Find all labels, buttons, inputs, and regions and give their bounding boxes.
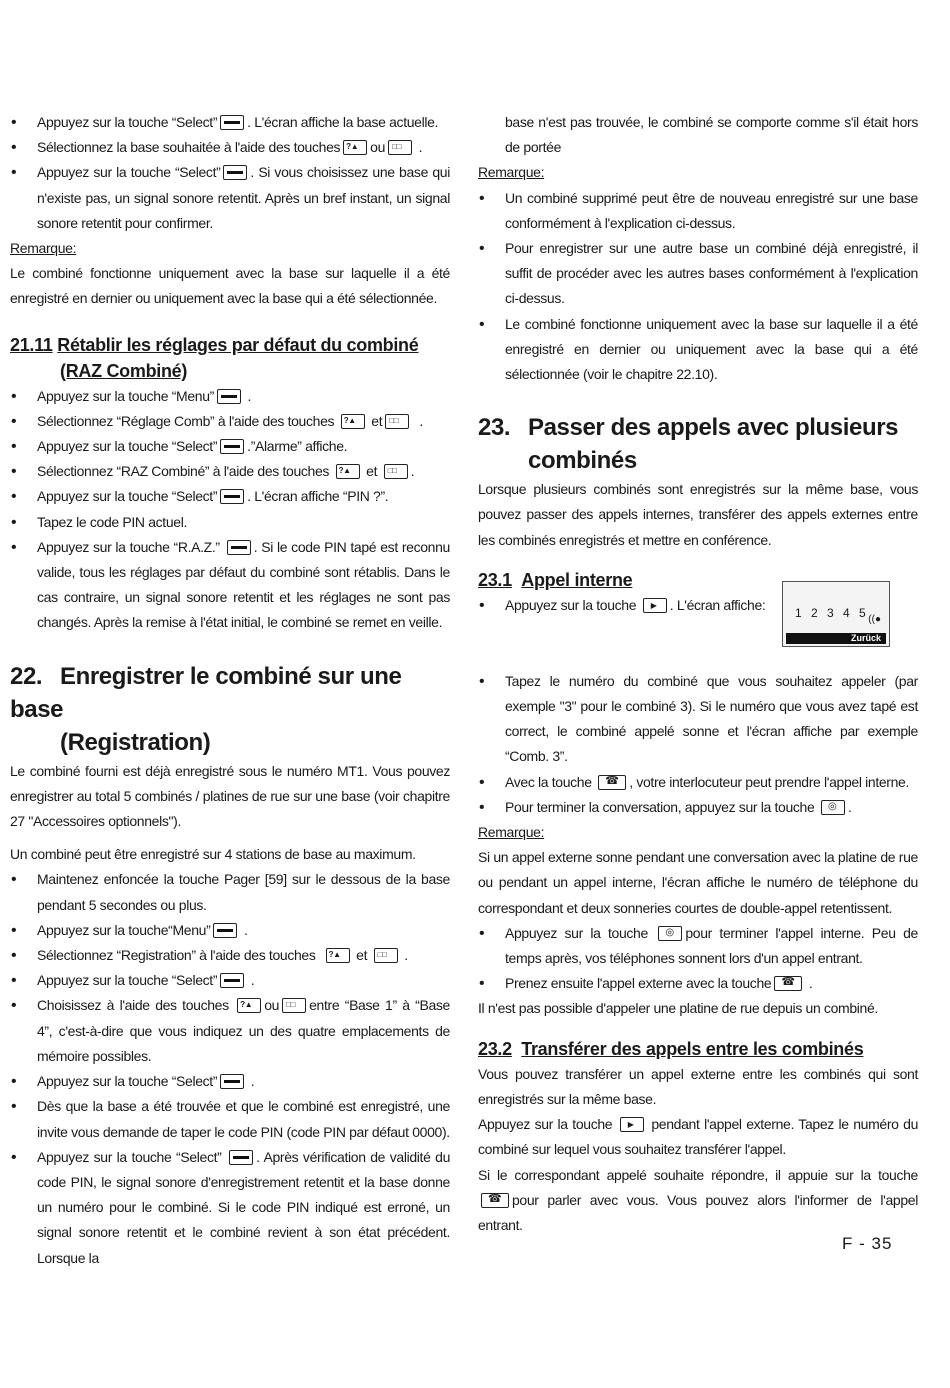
ringing-icon: ((● xyxy=(868,613,881,625)
list-item: • Appuyez sur la touche “Select” .”Alarme” affiche. xyxy=(10,434,450,459)
list-item: • Appuyez sur la touche “Menu” . xyxy=(10,384,450,409)
select-key-icon xyxy=(220,115,244,130)
intercom-key-icon xyxy=(620,1117,644,1132)
down-key-icon xyxy=(282,998,306,1013)
list-item: • Le combiné fonctionne uniquement avec la base sur laquelle il a été enregistré en dernier ou uniquement avec la base qui a été sélectionnée (voir le chapitre 22.10). xyxy=(478,312,918,388)
list-item: • Appuyez sur la touche “Select” . L'écran affiche “PIN ?”. xyxy=(10,484,450,509)
continued-text: base n'est pas trouvée, le combiné se comporte comme s'il était hors de portée xyxy=(505,114,918,156)
down-key-icon xyxy=(374,948,398,963)
list-item: • Sélectionnez “RAZ Combiné” à l'aide des touches ?▲ et □□ . xyxy=(10,459,450,484)
list-item: • Sélectionnez la base souhaitée à l'aide des touches?▲ ou□□ . xyxy=(10,135,450,160)
list-item: • Tapez le code PIN actuel. xyxy=(10,510,450,535)
list-item: • Appuyez sur la touche ▶ . L'écran affiche: xyxy=(478,593,918,618)
list-item: • Un combiné supprimé peut être de nouveau enregistré sur une base conformément à l'explication ci-dessus. xyxy=(478,186,918,236)
phonebook-up-key-icon xyxy=(237,998,261,1013)
screen-block xyxy=(478,593,918,669)
remark-text: Le combiné fonctionne uniquement avec la base sur laquelle il a été enregistré en dernier ou uniquement avec la base qui a été sélectionnée. xyxy=(10,265,450,307)
select-key-icon xyxy=(220,439,244,454)
phonebook-up-key-icon xyxy=(326,948,350,963)
list-item: • Appuyez sur la touche “Select” . xyxy=(10,968,450,993)
paragraph: Si le correspondant appelé souhaite répondre, il appuie sur la touche ☎pour parler avec vous. Vous pouvez alors l'informer de l'appel entrant. xyxy=(478,1163,918,1239)
section-heading-23: 23. Passer des appels avec plusieurs combinés xyxy=(478,414,899,475)
phonebook-up-key-icon xyxy=(336,464,360,479)
select-key-icon xyxy=(220,1074,244,1089)
list-item: • Appuyez sur la touche “Select” . L'écran affiche la base actuelle. xyxy=(10,110,450,135)
select-key-icon xyxy=(223,165,247,180)
remark-label: Remarque: xyxy=(478,824,545,841)
page-number: F - 35 xyxy=(842,1234,893,1253)
list-item: • Appuyez sur la touche “R.A.Z.” . Si le code PIN tapé est reconnu valide, tous les réglages par défaut du combiné sont rétablis. Dans le cas contraire, un signal sonore retentit et les réglages ne sont pas changés. Après la remise à l'état initial, le combiné se remet en veille. xyxy=(10,535,450,636)
paragraph: Un combiné peut être enregistré sur 4 stations de base au maximum. xyxy=(10,846,416,863)
list-item: • Sélectionnez “Registration” à l'aide des touches ?▲ et □□ . xyxy=(10,943,450,968)
raz-key-icon xyxy=(227,540,251,555)
talk-key-icon xyxy=(598,775,626,790)
down-key-icon xyxy=(388,140,412,155)
paragraph: Appuyez sur la touche ▶ pendant l'appel externe. Tapez le numéro du combiné sur lequel vous souhaitez transférer l'appel. xyxy=(478,1112,918,1162)
phonebook-up-key-icon xyxy=(343,140,367,155)
remark-text: Si un appel externe sonne pendant une conversation avec la platine de rue ou pendant un appel interne, l'écran affiche le numéro de téléphone du correspondant et deux sonneries courtes de double-appel retentissent. xyxy=(478,849,918,916)
menu-key-icon xyxy=(213,923,237,938)
display-digits: 1 2 3 4 5 xyxy=(795,605,869,620)
menu-key-icon xyxy=(217,389,241,404)
down-key-icon xyxy=(385,414,409,429)
select-key-icon xyxy=(229,1150,253,1165)
list-item: • Maintenez enfoncée la touche Pager [59] sur le dessous de la base pendant 5 secondes ou plus. xyxy=(10,867,450,917)
right-column xyxy=(478,110,918,1238)
section-heading-22: 22. Enregistrer le combiné sur une base (Registration) xyxy=(10,662,402,756)
list-item: • Appuyez sur la touche ◎ pour terminer l'appel interne. Peu de temps après, vos téléphones sonnent lors d'un appel entrant. xyxy=(478,921,918,971)
talk-key-icon xyxy=(774,976,802,991)
paragraph: Il n'est pas possible d'appeler une platine de rue depuis un combiné. xyxy=(478,1000,878,1017)
list-item: • Avec la touche ☎ , votre interlocuteur peut prendre l'appel interne. xyxy=(478,770,918,795)
paragraph: Lorsque plusieurs combinés sont enregistrés sur la même base, vous pouvez passer des appels internes, transférer des appels externes entre les combinés enregistrés et mettre en conférence. xyxy=(478,481,918,548)
softkey-label: Zurück xyxy=(850,632,881,643)
list-item: • Prenez ensuite l'appel externe avec la touche☎ . xyxy=(478,971,918,996)
remark-label: Remarque: xyxy=(10,240,77,257)
paragraph: Le combiné fourni est déjà enregistré sous le numéro MT1. Vous pouvez enregistrer au total 5 combinés / platines de rue sur une base (voir chapitre 27 "Accessoires optionnels"). xyxy=(10,762,450,830)
left-column xyxy=(10,110,450,1271)
select-key-icon xyxy=(220,973,244,988)
list-item: • Appuyez sur la touche “Select” . Après vérification de validité du code PIN, le signal sonore d'enregistrement retentit et la base donne un numéro pour le combiné. Si le code PIN indiqué est erroné, un signal sonore retentit et le combiné revient à son état précédent. Lorsque la xyxy=(10,1145,450,1271)
handset-display xyxy=(782,581,890,647)
list-item: • Sélectionnez “Réglage Comb” à l'aide des touches ?▲ et□□ . xyxy=(10,409,450,434)
list-item: • Appuyez sur la touche “Select” . Si vous choisissez une base qui n'existe pas, un signal sonore retentit. Après un bref instant, un signal sonore retentit pour confirmer. xyxy=(10,160,450,236)
intercom-key-icon xyxy=(643,598,667,613)
down-key-icon xyxy=(384,464,408,479)
paragraph: Vous pouvez transférer un appel externe entre les combinés qui sont enregistrés sur la même base. xyxy=(478,1065,918,1107)
list-item: • Appuyez sur la touche“Menu” . xyxy=(10,918,450,943)
select-key-icon xyxy=(220,489,244,504)
end-key-icon xyxy=(658,926,682,941)
remark-label: Remarque: xyxy=(478,164,545,181)
list-item: • Appuyez sur la touche “Select” . xyxy=(10,1069,450,1094)
section-heading-23-1: 23.1 Appel interne xyxy=(478,569,633,590)
list-item: • Choisissez à l'aide des touches ?▲ ou□□ entre “Base 1” à “Base 4”, c'est-à-dire que vous indiquez un des quatre emplacements de mémoire possibles. xyxy=(10,993,450,1069)
section-heading-21-11: 21.11 Rétablir les réglages par défaut du combiné (RAZ Combiné) xyxy=(10,334,419,381)
talk-key-icon xyxy=(481,1193,509,1208)
end-key-icon xyxy=(821,800,845,815)
list-item: • Dès que la base a été trouvée et que le combiné est enregistré, une invite vous demande de taper le code PIN (code PIN par défaut 0000). xyxy=(10,1094,450,1144)
list-item: • Pour terminer la conversation, appuyez sur la touche ◎ . xyxy=(478,795,918,820)
phonebook-up-key-icon xyxy=(341,414,365,429)
list-item: • Tapez le numéro du combiné que vous souhaitez appeler (par exemple "3" pour le combiné 3). Si le numéro que vous avez tapé est correct, le combiné appelé sonne et l'écran affiche par exemple “Comb. 3”. xyxy=(478,669,918,770)
section-heading-23-2: 23.2 Transférer des appels entre les combinés xyxy=(478,1038,864,1059)
list-item: • Pour enregistrer sur une autre base un combiné déjà enregistré, il suffit de procéder avec les autres bases conformément à l'explication ci-dessus. xyxy=(478,236,918,312)
